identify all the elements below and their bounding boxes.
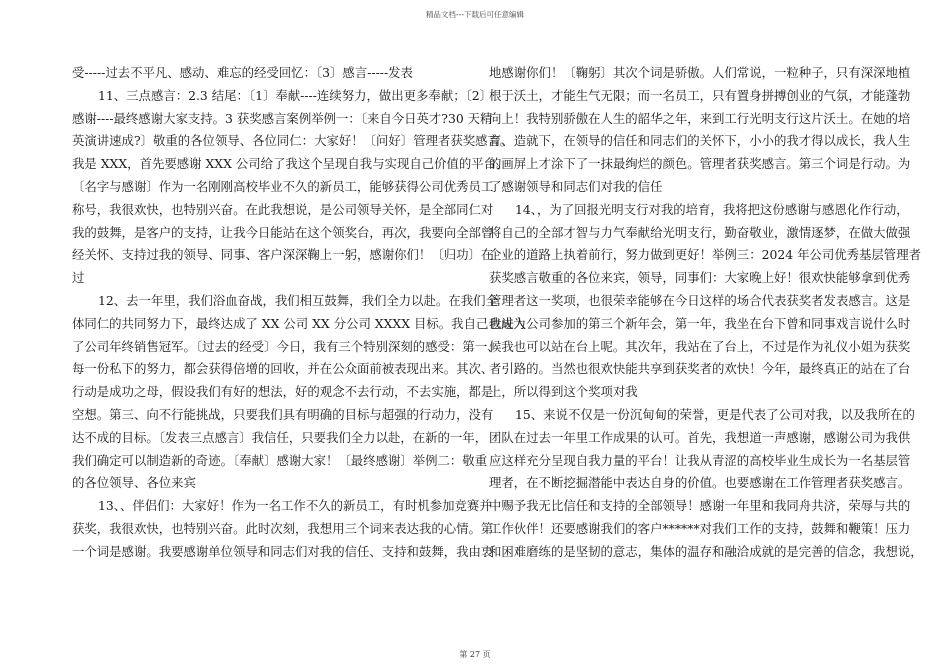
text-line: 称号，我很欢快，也特别兴奋。在此我想说，是公司领导关怀，是全部同仁对	[72, 201, 494, 217]
page-header: 精品文档---下载后可任意编辑	[425, 10, 525, 19]
text-line: 一个词是感谢。我要感谢单位领导和同志们对我的信任、支持和鼓舞，我由衷	[72, 543, 494, 559]
text-line: 育、造就下，在领导的信任和同志们的关怀下，小小的我才得以成长，我人生	[489, 133, 911, 149]
text-line: 行动是成功之母，假设我们有好的想法，好的观念不去行动，不去实施，都是	[72, 384, 494, 400]
text-line: 英演讲速成?〕敬重的各位领导、各位同仁：大家好！〔问好〕管理者获奖感言。	[72, 133, 513, 149]
right-column	[489, 62, 923, 564]
text-line: 和困难磨练的是坚韧的意志，集体的温存和融洽成就的是完善的信念，我想说，	[489, 543, 923, 559]
text-line: 的画屏上才涂下了一抹最绚烂的颜色。管理者获奖感言。第三个词是行动。为	[489, 156, 911, 172]
text-line: 获奖，我很欢快，也特别兴奋。此时次刻，我想用三个词来表达我的心情。第	[72, 520, 494, 536]
text-line: 将自己的全部才智与力气奉献给光明支行，勤奋敬业，激情逐梦，在做大做强	[489, 224, 911, 240]
text-line: 体同仁的共同努力下，最终达成了 XX 公司 XX 分公司 XXXX 目标。我自己也成为	[72, 315, 526, 331]
text-line: 企业的道路上执着前行，努力做到更好！举例三：2024 年公司优秀基层管理者	[489, 247, 921, 263]
text-line: 了感谢领导和同志们对我的信任	[489, 178, 663, 194]
text-line: 空想。第三、向不行能挑战，只要我们具有明确的目标与超强的行动力，没有	[72, 406, 494, 422]
page-number: 第 27 页	[459, 650, 491, 659]
text-line: 获奖感言敬重的各位来宾，领导，同事们：大家晚上好！很欢快能够拿到优秀	[489, 270, 911, 286]
text-line: 根于沃土，才能生气无限；而一名员工，只有置身拼搏创业的气氛，才能蓬勃	[489, 87, 911, 103]
text-line: 候我也可以站在台上呢。其次年，我站在了台上，不过是作为礼仪小姐为获奖	[489, 338, 911, 354]
text-line: 12、去一年里，我们浴血奋战，我们相互鼓舞，我们全力以赴。在我们全	[98, 292, 498, 308]
text-line: 我是 XXX，首先要感谢 XXX 公司给了我这个呈现自我与实现自己价值的平台。	[72, 156, 509, 172]
text-line: 工作伙伴！还要感谢我们的客户******对我们工作的支持，鼓舞和鞭策！压力	[489, 520, 911, 536]
left-column	[72, 62, 526, 564]
text-line: 11、三点感言：2.3 结尾：〔1〕奉献----连续努力，做出更多奉献；〔2〕	[98, 87, 493, 103]
text-line: 每一份私下的努力，都会获得倍增的回收，并在公众面前被表现出来。其次、	[72, 361, 494, 377]
text-line: 团队在过去一年里工作成果的认可。首先，我想道一声感谢，感谢公司为我供	[489, 429, 911, 445]
text-line: 应这样充分呈现自我力量的平台！让我从青涩的高校毕业生成长为一名基层管	[489, 452, 911, 468]
text-line: 中赐予我无比信任和支持的全部领导！感谢一年里和我同舟共济，荣辱与共的	[489, 498, 911, 514]
text-line: 15、来说不仅是一份沉甸甸的荣誉，更是代表了公司对我，以及我所在的	[515, 406, 915, 422]
text-line: 〔名字与感谢〕作为一名刚刚高校毕业不久的新员工，能够获得公司优秀员工	[72, 178, 494, 194]
text-line: 经关怀、支持过我的领导、同事、客户深深鞠上一躬，感谢你们！〔归功〕在	[72, 247, 494, 263]
text-line: 向上！我特别骄傲在人生的韶华之年，来到工行光明支行这片沃土。在她的培	[489, 110, 911, 126]
text-line: 理者，在不断挖掘潜能中表达自身的价值。也要感谢在工作管理者获奖感言。	[489, 475, 911, 491]
text-line: 者引路的。当然也很欢快能共享到获奖者的欢快！今年，最终真正的站在了台	[489, 361, 911, 377]
text-line: 13、、伴侣们：大家好！作为一名工作不久的新员工，有时机参加竞赛并	[98, 498, 492, 514]
text-line: 我的鼓舞，是客户的支持，让我今日能站在这个领奖台，再次，我要向全部曾	[72, 224, 494, 240]
text-line: 达不成的目标。〔发表三点感言〕我信任，只要我们全力以赴，在新的一年，	[72, 429, 488, 445]
text-line: 我们确定可以制造新的奇迹。〔奉献〕感谢大家！〔最终感谢〕举例二：敬重	[72, 452, 488, 468]
text-line: 的各位领导、各位来宾	[72, 475, 196, 491]
text-line: 上，所以得到这个奖项对我	[489, 384, 638, 400]
text-line: 管理者这一奖项，也很荣幸能够在今日这样的场合代表获奖者发表感言。这是	[489, 292, 911, 308]
text-line: 我进入公司参加的第三个新年会，第一年，我坐在台下曾和同事戏言说什么时	[489, 315, 911, 331]
text-line: 地感谢你们！〔鞠躬〕其次个词是骄傲。人们常说，一粒种子，只有深深地植	[489, 65, 911, 80]
text-line: 了公司年终销售冠军。〔过去的经受〕今日，我有三个特别深刻的感受：第一、	[72, 338, 500, 354]
text-line: 过	[72, 270, 85, 286]
text-line: 感谢----最终感谢大家支持。3 获奖感言案例举例一：〔来自今日英才?30 天精	[72, 110, 493, 126]
text-line: 14、，为了回报光明支行对我的培育，我将把这份感谢与感恩化作行动，	[515, 201, 909, 217]
text-line: 受-----过去不平凡、感动、难忘的经受回忆：〔3〕感言-----发表	[72, 65, 413, 80]
